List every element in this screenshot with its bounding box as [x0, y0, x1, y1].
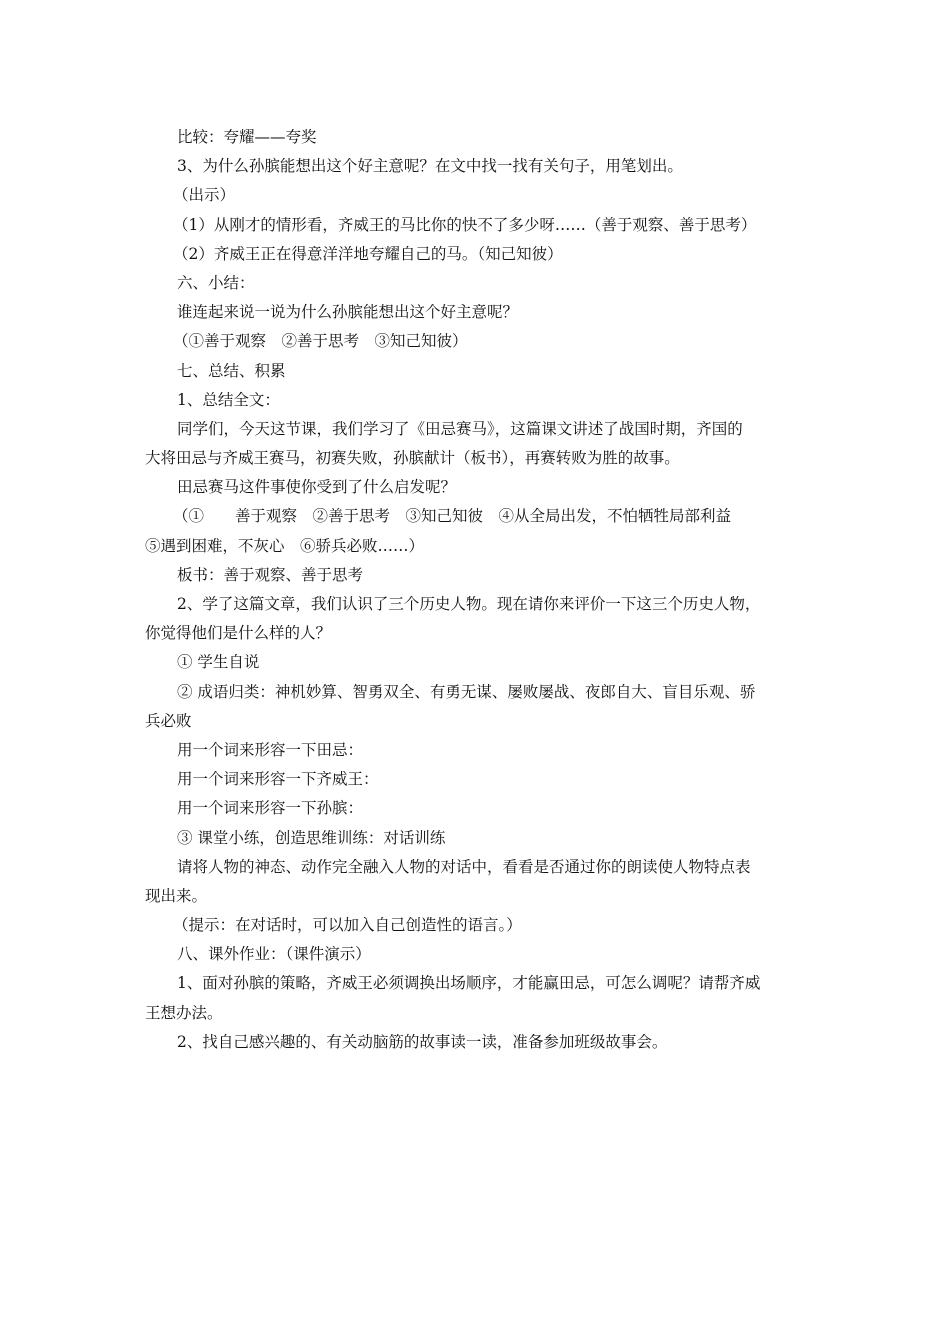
paragraph-line: （提示：在对话时，可以加入自己创造性的语言。） [173, 916, 522, 935]
paragraph-line: 田忌赛马这件事使你受到了什么启发呢？ [177, 478, 457, 497]
paragraph-line: ② 成语归类：神机妙算、智勇双全、有勇无谋、屡败屡战、夜郎自大、盲目乐观、骄 [177, 682, 756, 701]
document-body [145, 123, 810, 1057]
section-heading: 六、小结： [177, 273, 255, 292]
paragraph-line: （2）齐威王正在得意洋洋地夸耀自己的马。（知己知彼） [173, 244, 563, 263]
paragraph-line: ⑤遇到困难，不灰心 ⑥骄兵必败……） [145, 536, 425, 555]
paragraph-line: 比较：夸耀——夸奖 [177, 128, 317, 146]
paragraph-line: 用一个词来形容一下田忌： [177, 740, 364, 759]
paragraph-line: ① 学生自说 [177, 653, 260, 672]
paragraph-line: 3、为什么孙膑能想出这个好主意呢？在文中找一找有关句子，用笔划出。 [177, 157, 683, 176]
paragraph-line: 兵必败 [145, 711, 192, 730]
paragraph-line: 2、找自己感兴趣的、有关动脑筋的故事读一读，准备参加班级故事会。 [177, 1032, 668, 1051]
paragraph-line: 1、面对孙膑的策略，齐威王必须调换出场顺序，才能赢田忌，可怎么调呢？请帮齐威 [177, 974, 761, 993]
paragraph-line: 用一个词来形容一下齐威王： [177, 770, 379, 789]
paragraph-line: ③ 课堂小练，创造思维训练：对话训练 [177, 828, 446, 847]
paragraph-line: （①善于观察 ②善于思考 ③知己知彼） [173, 332, 468, 351]
paragraph-line: 同学们，今天这节课，我们学习了《田忌赛马》，这篇课文讲述了战国时期，齐国的 [177, 419, 743, 438]
paragraph-line: （出示） [173, 186, 236, 205]
paragraph-line: 1、总结全文： [177, 390, 280, 409]
paragraph-line: （1）从刚才的情形看，齐威王的马比你的快不了多少呀……（善于观察、善于思考） [173, 215, 757, 234]
paragraph-line: 请将人物的神态、动作完全融入人物的对话中，看看是否通过你的朗读使人物特点表 [177, 857, 751, 876]
paragraph-line: 大将田忌与齐威王赛马，初赛失败，孙膑献计（板书），再赛转败为胜的故事。 [145, 449, 680, 468]
paragraph-line: 板书：善于观察、善于思考 [177, 565, 364, 584]
paragraph-line: 你觉得他们是什么样的人？ [145, 624, 332, 643]
section-heading: 七、总结、积累 [177, 361, 286, 380]
paragraph-line: 王想办法。 [145, 1003, 223, 1022]
paragraph-line: 谁连起来说一说为什么孙膑能想出这个好主意呢？ [177, 303, 519, 322]
paragraph-line: 2、学了这篇文章，我们认识了三个历史人物。现在请你来评价一下这三个历史人物， [177, 595, 761, 613]
section-heading: 八、课外作业：（课件演示） [177, 945, 371, 964]
paragraph-line: 现出来。 [145, 886, 208, 905]
paragraph-line: 用一个词来形容一下孙膑： [177, 799, 364, 818]
paragraph-line: （① 善于观察 ②善于思考 ③知己知彼 ④从全局出发，不怕牺牲局部利益 [173, 507, 732, 526]
